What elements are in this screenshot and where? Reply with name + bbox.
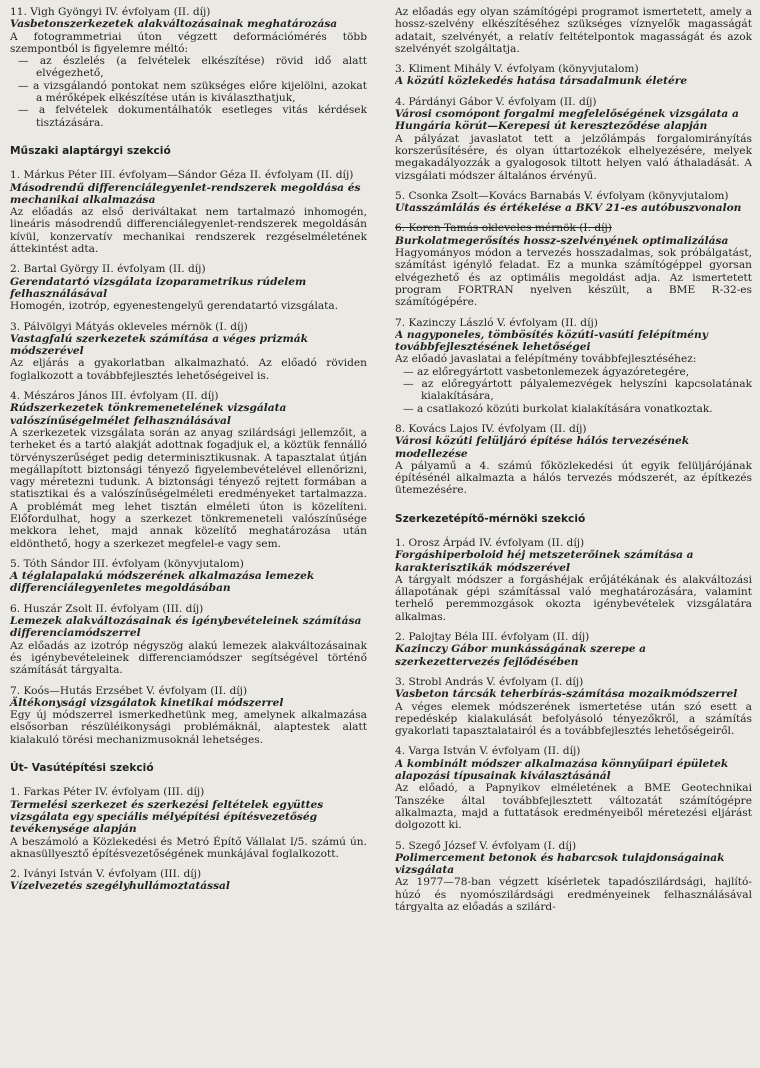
entry-title: Vízelvezetés szegélyhullámoztatással: [10, 880, 230, 893]
entry-head: 11. Vigh Gyöngyi IV. évfolyam (II. díj): [10, 6, 211, 18]
entry-body: Az eljárás a gyakorlatban alkalmazható. Az előadó röviden foglalkozott a továbbfejlesztés lehetőségeivel is.: [10, 357, 367, 382]
entry-body: A pályamű a 4. számú főközlekedési út egyik felüljárójának építésénél alkalmazta a hálós tervezés módszerét, az építkezés ütemezésére.: [395, 459, 752, 497]
entry-body: Homogén, izotróp, egyenestengelyű gerendatartó vizsgálata.: [10, 300, 339, 313]
section-heading: Műszaki alaptárgyi szekció: [10, 144, 171, 157]
entry-body: Egy új módszerrel ismerkedhetünk meg, amelynek alkalmazása elsősorban részüléikonysági problémáknál, alaptestek alatt kialakuló törési mechanizmusoknál lehetséges.: [10, 709, 367, 746]
bullet-list: [395, 366, 752, 415]
entry-head: 1. Orosz Árpád IV. évfolyam (II. díj): [395, 536, 585, 549]
section-heading: Út- Vasútépítési szekció: [10, 762, 154, 775]
entry-title: Gerendatartó vizsgálata izoparametrikus rúdelem felhasználásával: [10, 275, 307, 300]
entry: [10, 868, 367, 893]
entry-title: Forgáshiperboloid héj metszeterőinek számítása a karakterisztikák módszerével: [395, 549, 694, 574]
entry-title: Kazinczy Gábor munkásságának szerepe a szerkezettervezés fejlődésében: [395, 643, 646, 668]
entry: [395, 222, 752, 308]
entry-title: Polimercement betonok és habarcsok tulajdonságainak vizsgálata: [395, 851, 725, 877]
entry-body: A tárgyalt módszer a forgáshéjak erőjátékának és alakváltozási állapotának gépi számítással való meghatározására, valamint terhelő peremmozgások okozta igénybevételek vizsgálatára alkalmas.: [395, 573, 752, 623]
entry-title: Burkolatmegerősítés hossz-szelvényének optimalizálása: [395, 234, 729, 247]
entry-head: 4. Párdányi Gábor V. évfolyam (II. díj): [395, 95, 597, 108]
entry-title: Vasbetonszerkezetek alakváltozásainak meghatározása: [10, 18, 338, 31]
entry: [395, 190, 752, 215]
entry-head: 4. Varga István V. évfolyam (II. díj): [395, 745, 581, 758]
bullet-item: — a csatlakozó közúti burkolat kialakítására vonatkoztak.: [395, 403, 752, 415]
entry-head: 2. Iványi István V. évfolyam (III. díj): [10, 868, 202, 881]
entry-title: Lemezek alakváltozásainak és igénybevételeinek számítása differenciamódszerrel: [10, 615, 362, 640]
entry-head-struck: 6. Koren Tamás okleveles mérnök (I. díj): [395, 222, 612, 235]
entry-title: Ältékonysági vizsgálatok kinetikai módszerrel: [10, 696, 284, 709]
entry: [10, 6, 367, 129]
entry-title: A téglalapalakú módszerének alkalmazása lemezek differenciálegyenletes megoldásában: [10, 570, 315, 595]
entry-head: 2. Bartal György II. évfolyam (II. díj): [10, 263, 206, 276]
entry-body: Az előadás egy olyan számítógépi programot ismertetett, amely a hossz-szelvény elkészítéséhez szükséges víznyelők magasságát adatait, szelvényét, a relatív feltételpontok magasságát és azok szelvényét szolgáltatja.: [395, 6, 752, 55]
entry-title: Vastagfalú szerkezetek számítása a véges prizmák módszerével: [10, 332, 308, 358]
entry: [10, 263, 367, 312]
entry: [395, 631, 752, 668]
entry: [395, 423, 752, 497]
entry-title: Termelési szerkezet és szerkezési feltételek együttes vizsgálata egy speciális mélyépítési építésvezetőség tevékenysége alapján: [10, 798, 324, 836]
entry-title: Vasbeton tárcsák teherbírás-számítása mozaikmódszerrel: [395, 688, 738, 701]
entry-body: Az előadás az első deriváltakat nem tartalmazó inhomogén, lineáris másodrendű differenciálegyenlet-rendszerek megoldásán kívül, konzervatív mechanikai rendszerek rezgéselméletének áttekintést adta.: [10, 206, 367, 256]
entry-head: 1. Farkas Péter IV. évfolyam (III. díj): [10, 786, 205, 799]
entry-head: 2. Palojtay Béla III. évfolyam (II. díj): [395, 631, 590, 644]
entry-body: Az előadó javaslatai a felépítmény továbbfejlesztéséhez:: [395, 353, 697, 366]
entry: [10, 603, 367, 677]
entry-head: 3. Pálvölgyi Mátyás okleveles mérnök (I. díj): [10, 320, 248, 333]
right-column: [395, 6, 752, 1068]
entry-head: 3. Kliment Mihály V. évfolyam (könyvjutalom): [395, 63, 639, 76]
entry-head: 7. Koós—Hutás Erzsébet V. évfolyam (II. díj): [10, 684, 248, 697]
bullet-item: — az előregyártott pályalemezvégek helyszíni kapcsolatának kialakítására,: [395, 378, 752, 403]
bullet-item: — az észlelés (a felvételek elkészítése) rövid idő alatt elvégezhető,: [10, 55, 367, 80]
entry-body: A fotogrammetriai úton végzett deformációmérés több szempontból is figyelemre méltó:: [10, 30, 367, 55]
entry: [395, 840, 752, 914]
entry-body: A pályázat javaslatot tett a jelzőlámpás forgalomirányítás korszerűsítésére, és olyan úttartozékok elhelyezésére, melyek megakadályozzák a gyalogosok tiltott helyen való áthaladását. A vizsgálati módszer általános érvényű.: [395, 132, 752, 182]
entry-title: A kombinált módszer alkalmazása könnyűipari épületek alapozási típusainak kiválasztásánál: [395, 757, 729, 783]
entry-head: 4. Mészáros János III. évfolyam (II. díj): [10, 390, 219, 403]
entry-head: 3. Strobl András V. évfolyam (I. díj): [395, 675, 584, 688]
bullet-item: — a vizsgálandó pontokat nem szükséges előre kijelölni, azokat a mérőképek elkészítése után is kiválaszthatjuk,: [10, 80, 367, 105]
entry-head: 5. Csonka Zsolt—Kovács Barnabás V. évfolyam (könyvjutalom): [395, 189, 729, 202]
entry-body: Hagyományos módon a tervezés hosszadalmas, sok próbálgatást, számítást igénylő feladat. Ez a munka számítógéppel gyorsan elvégezhető és az optimális megoldást adja. Az ismertetett program FORTRAN nyelven készült, a BME R-32-es számítógépére.: [395, 247, 752, 309]
entry-title: Rúdszerkezetek tönkremenetelének vizsgálata valószínűségelmélet felhasználásával: [10, 402, 287, 427]
entry-head: 6. Huszár Zsolt II. évfolyam (III. díj): [10, 602, 204, 615]
entry-title: A nagyponeles, tömbösítés közúti-vasúti felépítmény továbbfejlesztésének lehetőségei: [395, 328, 708, 354]
entry: [395, 96, 752, 182]
entry: [10, 169, 367, 255]
entry: [395, 317, 752, 415]
entry-title: Másodrendű differenciálegyenlet-rendszerek megoldása és mechanikai alkalmazása: [10, 181, 361, 206]
entry-head: 1. Márkus Péter III. évfolyam—Sándor Géza II. évfolyam (II. díj): [10, 169, 354, 182]
entry-head: 5. Tóth Sándor III. évfolyam (könyvjutalom): [10, 557, 244, 570]
entry: [395, 745, 752, 831]
entry: [395, 63, 752, 88]
entry: [395, 537, 752, 623]
entry: [10, 786, 367, 860]
entry: [10, 558, 367, 595]
entry-body: A szerkezetek vizsgálata során az anyag szilárdsági jellemzőit, a terheket és a tartó alakját adottnak fogadjuk el, a köztük fennálló törvényszerűséget pedig determinisztikusnak. A tapasztalat útján megállapított biztonsági tényező figyelembevételével ellenőrizni, vagy méretezni tudunk. A biztonsági tényező rejtett formában a statisztikai és a valószínűségelméleti eredményeket tartalmazza. A problémát meg lehet tisztán elméleti úton is közelíteni. Előfordulhat, hogy a szerkezet tönkremeneteli valószínűsége mekkora lehet, majd annak közelítő meghatározása után eldönthető, hogy a szerkezet megfelel-e vagy sem.: [10, 426, 367, 550]
section-heading: Szerkezetépítő-mérnöki szekció: [395, 512, 586, 525]
entry-body: A beszámoló a Közlekedési és Metró Építő Vállalat I/5. számú ún. aknasüllyesztő építésvezetőségének munkájával foglalkozott.: [10, 835, 367, 860]
entry-title: Utasszámlálás és értékelése a BKV 21-es autóbuszvonalon: [395, 202, 742, 215]
entry-title: Városi csomópont forgalmi megfelelőségének vizsgálata a Hungária körút—Kerepesi út kereszteződése alapján: [395, 108, 739, 133]
entry-body: Az előadó, a Papnyikov elméletének a BME Geotechnikai Tanszéke által továbbfejlesztett változatát számítógépre alkalmazta, majd a futtatások eredményeiből méretezési eljárást dolgozott ki.: [395, 782, 752, 832]
entry-body: A véges elemek módszerének ismertetése után szó esett a repedéskép kialakulását befolyásoló tényezőkről, a számítás gyakorlati tapasztalatairól és a továbbfejlesztés lehetőségeiről.: [395, 700, 752, 738]
entry-body: Az 1977—78-ban végzett kísérletek tapadószilárdsági, hajlító-húzó és nyomószilárdsági eredményeinek felhasználásával tárgyalta az előadás a szilárd-: [395, 876, 752, 913]
bullet-item: — a felvételek dokumentálhatók esetleges vitás kérdések tisztázására.: [10, 104, 367, 129]
entry: [395, 6, 752, 55]
entry: [10, 321, 367, 382]
entry-head: 5. Szegő József V. évfolyam (I. díj): [395, 839, 577, 852]
entry: [10, 685, 367, 746]
entry-head: 8. Kovács Lajos IV. évfolyam (II. díj): [395, 422, 587, 435]
entry: [395, 676, 752, 737]
entry-title: A közúti közlekedés hatása társadalmunk életére: [395, 75, 688, 88]
entry-head: 7. Kazinczy László V. évfolyam (II. díj): [395, 316, 598, 329]
left-column: [8, 6, 367, 1068]
bullet-item: — az előregyártott vasbetonlemezek ágyazóretegére,: [395, 366, 752, 378]
entry-body: Az előadás az izotróp négyszög alakú lemezek alakváltozásainak és igénybevételeinek differenciamódszer segítségével történő számítását tárgyalta.: [10, 639, 367, 677]
entry: [10, 390, 367, 550]
entry-title: Városi közúti felüljáró építése hálós tervezésének modellezése: [395, 435, 690, 460]
bullet-list: [10, 55, 367, 129]
